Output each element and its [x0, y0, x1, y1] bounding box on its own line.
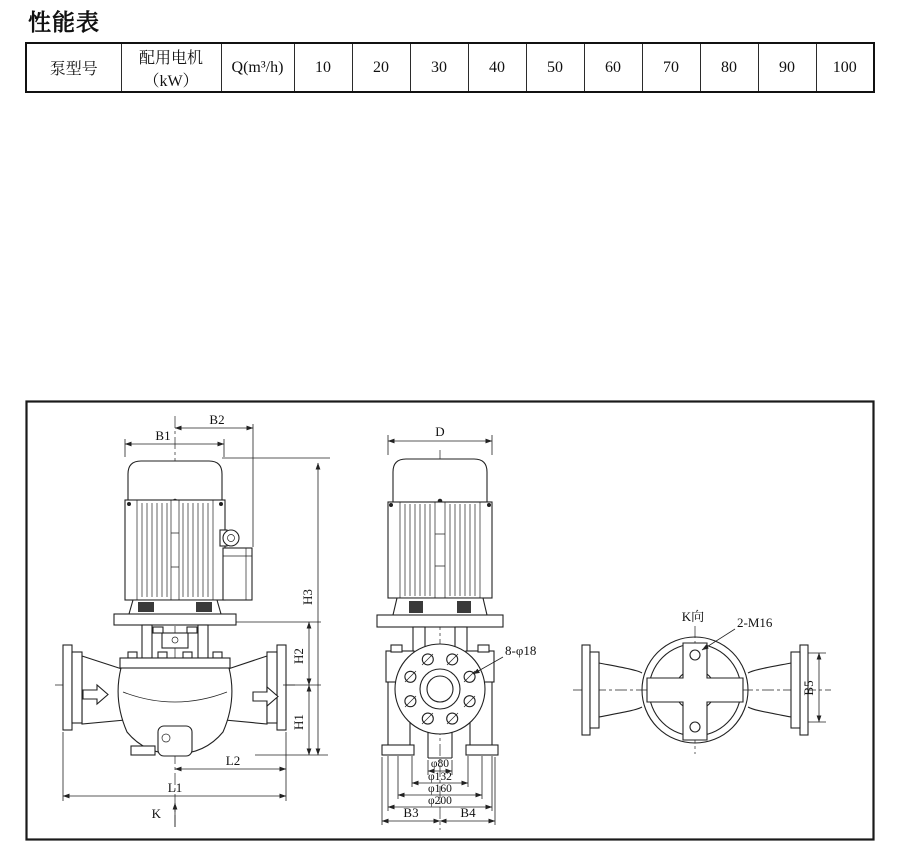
col-header-model: 泵型号: [26, 43, 121, 92]
dim-label-b4: B4: [460, 805, 476, 820]
coupling-block: [162, 633, 188, 648]
motor-foot-front: [393, 598, 487, 615]
dim-label-b2: B2: [209, 412, 225, 427]
col-header-q: Q(m³/h): [221, 43, 294, 92]
dim-label-phi160: φ160: [428, 783, 452, 795]
motor-flange-plate-front: [377, 615, 503, 627]
dim-label-h3: H3: [300, 589, 315, 605]
dim-label-b3: B3: [403, 805, 419, 820]
col-header-q70: 70: [642, 43, 700, 92]
lifting-eye-bolt: [223, 530, 239, 546]
dim-label-b1: B1: [155, 428, 171, 443]
support-foot: [131, 746, 155, 755]
dim-label-b5: B5: [801, 680, 816, 696]
dim-label-h2: H2: [291, 648, 306, 664]
dim-label-k: K: [151, 806, 161, 821]
col-header-motor: [121, 43, 221, 92]
discharge-flange: [277, 645, 286, 730]
k-view-left-flange: [582, 645, 590, 735]
col-header-q40: 40: [468, 43, 526, 92]
flange-outer-circle: [395, 644, 485, 734]
casing-cover-plate: [120, 658, 230, 668]
motor-flange-plate: [114, 614, 236, 625]
motor-body-front: [388, 502, 492, 598]
m16-label: 2-M16: [737, 615, 773, 630]
col-header-q20: 20: [352, 43, 410, 92]
leg-foot-right: [466, 745, 498, 755]
suction-flange: [63, 645, 72, 730]
dim-label-h1: H1: [291, 714, 306, 730]
bracket-post-right: [198, 625, 208, 658]
col-header-q90: 90: [758, 43, 816, 92]
col-header-q10: 10: [294, 43, 352, 92]
dim-label-phi132: φ132: [428, 771, 452, 783]
dim-label-d: D: [435, 424, 445, 439]
bolt-callout-label: 8-φ18: [505, 643, 537, 658]
dim-label-l2: L2: [225, 753, 241, 768]
header-row: [26, 43, 874, 92]
k-view-label: K向: [681, 609, 705, 624]
performance-table: [25, 42, 875, 93]
bracket-post-left: [142, 625, 152, 658]
motor-header-line1: 配用电机: [138, 49, 203, 67]
col-header-q30: 30: [410, 43, 468, 92]
col-header-q80: 80: [700, 43, 758, 92]
pump-drawing-svg: [25, 400, 875, 841]
motor-header-line2: （kW）: [143, 72, 199, 90]
col-header-q50: 50: [526, 43, 584, 92]
dim-label-l1: L1: [167, 780, 183, 795]
m16-hole-top: [690, 650, 700, 660]
leg-foot-left: [382, 745, 414, 755]
motor-body: [125, 500, 225, 600]
page-title: 性能表: [28, 9, 100, 35]
col-header-q100: 100: [816, 43, 874, 92]
m16-hole-bottom: [690, 722, 700, 732]
dimension-drawing: [25, 400, 875, 841]
dim-label-phi200: φ200: [428, 795, 452, 807]
col-header-q60: 60: [584, 43, 642, 92]
motor-fan-cover: [128, 461, 222, 500]
motor-fan-cover-front: [393, 459, 487, 502]
dim-label-phi80: φ80: [430, 758, 450, 770]
